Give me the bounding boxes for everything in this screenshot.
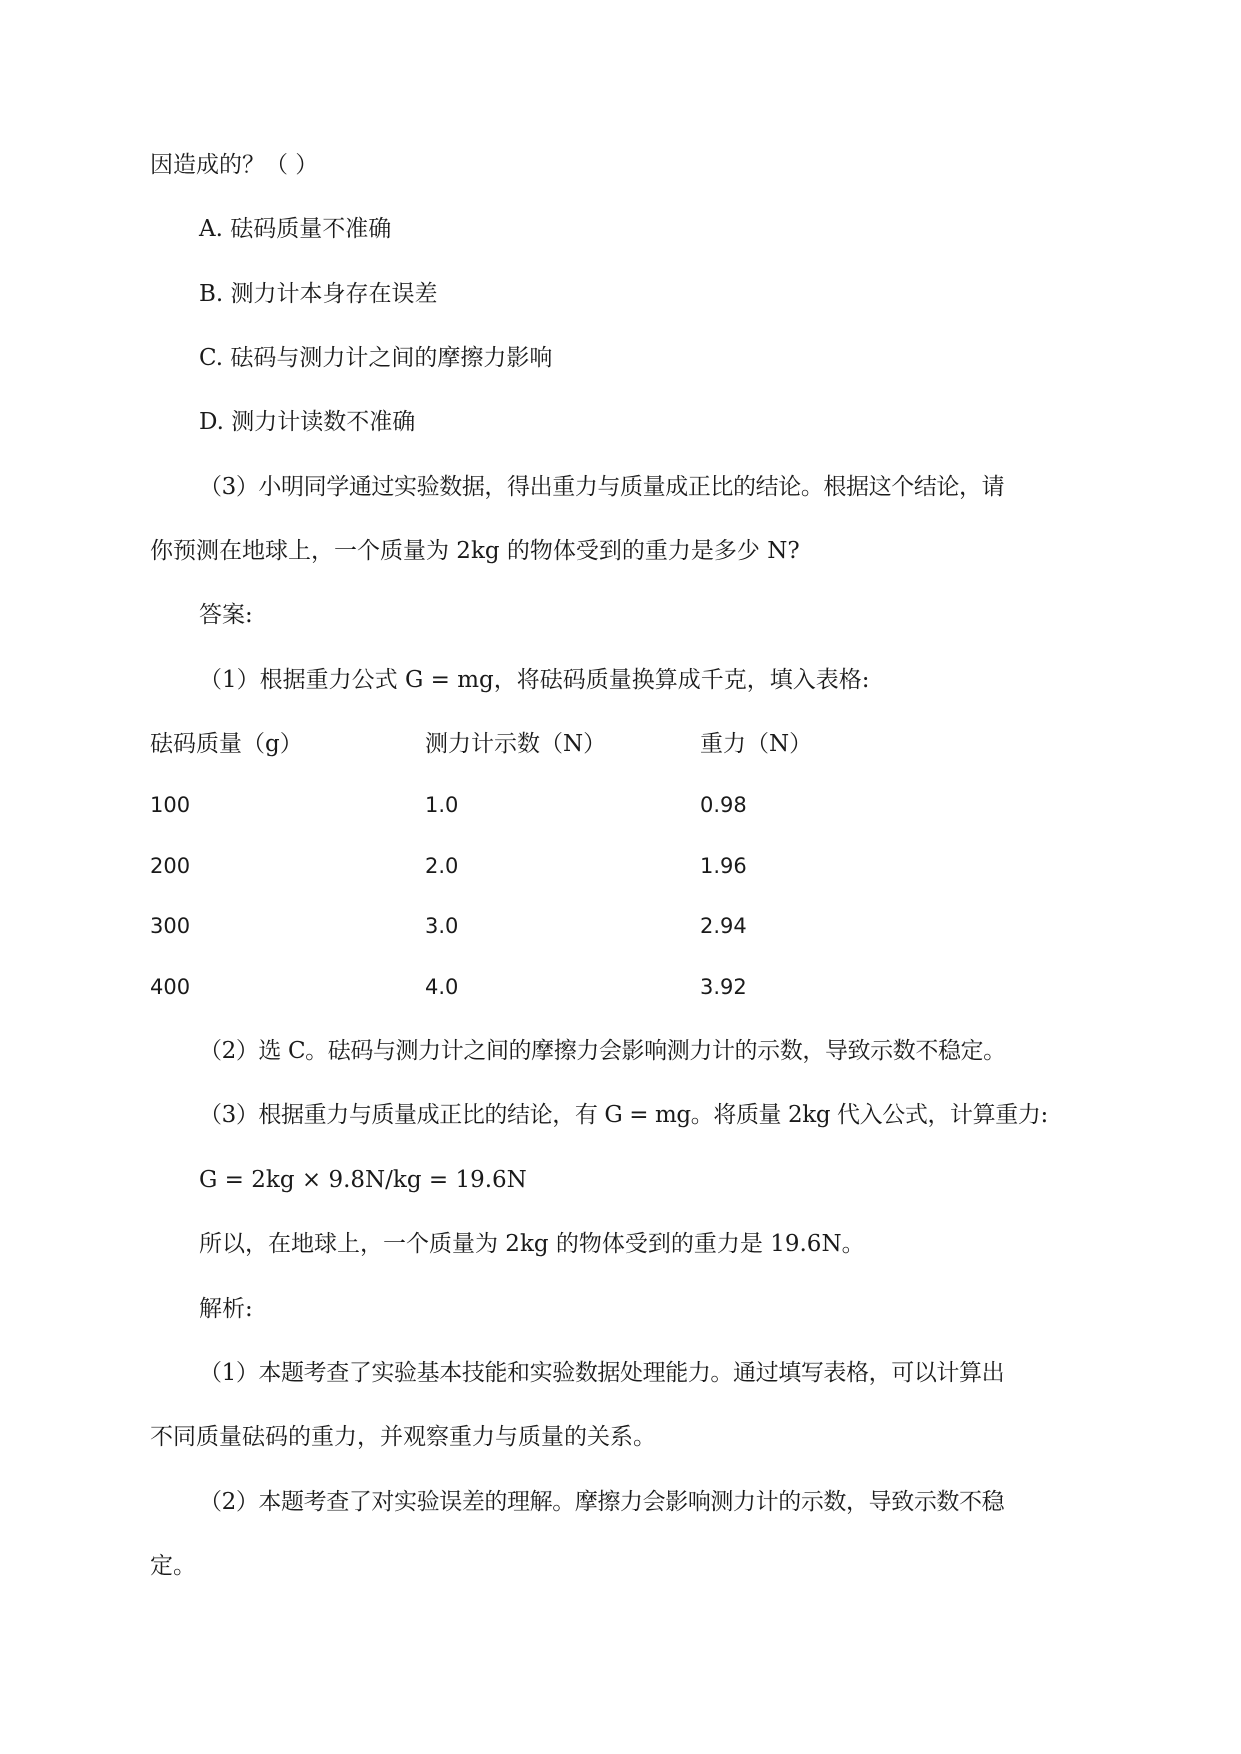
table-cell: 1.0: [425, 793, 459, 817]
table-cell: 2.94: [700, 914, 747, 938]
option-c: C. 砝码与测力计之间的摩擦力影响: [199, 345, 553, 371]
analysis-part2-line1: （2）本题考查了对实验误差的理解。摩擦力会影响测力计的示数，导致示数不稳: [199, 1489, 1005, 1515]
table-cell: 3.0: [425, 914, 459, 938]
table-cell: 300: [150, 914, 191, 938]
answer-part1-intro: （1）根据重力公式 G = mg，将砝码质量换算成千克，填入表格:: [199, 667, 870, 693]
table-cell: 4.0: [425, 975, 459, 999]
answer-part3-conclusion: 所以，在地球上，一个质量为 2kg 的物体受到的重力是 19.6N。: [199, 1231, 865, 1257]
analysis-part1-line1: （1）本题考查了实验基本技能和实验数据处理能力。通过填写表格，可以计算出: [199, 1360, 1005, 1386]
table-cell: 0.98: [700, 793, 747, 817]
option-b: B. 测力计本身存在误差: [199, 281, 438, 307]
answer-part2: （2）选 C。砝码与测力计之间的摩擦力会影响测力计的示数，导致示数不稳定。: [199, 1038, 1006, 1064]
table-cell: 3.92: [700, 975, 747, 999]
question3-line1: （3）小明同学通过实验数据，得出重力与质量成正比的结论。根据这个结论，请: [199, 474, 1005, 500]
question3-line2: 你预测在地球上，一个质量为 2kg 的物体受到的重力是多少 N?: [150, 538, 800, 564]
answer-part3-formula: G = 2kg × 9.8N/kg = 19.6N: [199, 1167, 527, 1193]
table-header-gravity: 重力（N）: [700, 731, 813, 757]
table-cell: 1.96: [700, 854, 747, 878]
table-header-mass: 砝码质量（g）: [150, 731, 303, 757]
table-cell: 2.0: [425, 854, 459, 878]
question-tail: 因造成的？（ ）: [150, 152, 319, 178]
analysis-heading: 解析:: [199, 1296, 253, 1322]
option-a: A. 砝码质量不准确: [199, 216, 392, 242]
answer-heading: 答案:: [199, 602, 253, 628]
option-d: D. 测力计读数不准确: [199, 409, 416, 435]
analysis-part2-line2: 定。: [150, 1553, 196, 1579]
table-cell: 100: [150, 793, 191, 817]
table-cell: 400: [150, 975, 191, 999]
table-header-reading: 测力计示数（N）: [425, 731, 607, 757]
table-cell: 200: [150, 854, 191, 878]
analysis-part1-line2: 不同质量砝码的重力，并观察重力与质量的关系。: [150, 1424, 656, 1450]
answer-part3-line1: （3）根据重力与质量成正比的结论，有 G = mg。将质量 2kg 代入公式，计算重力:: [199, 1102, 1048, 1128]
